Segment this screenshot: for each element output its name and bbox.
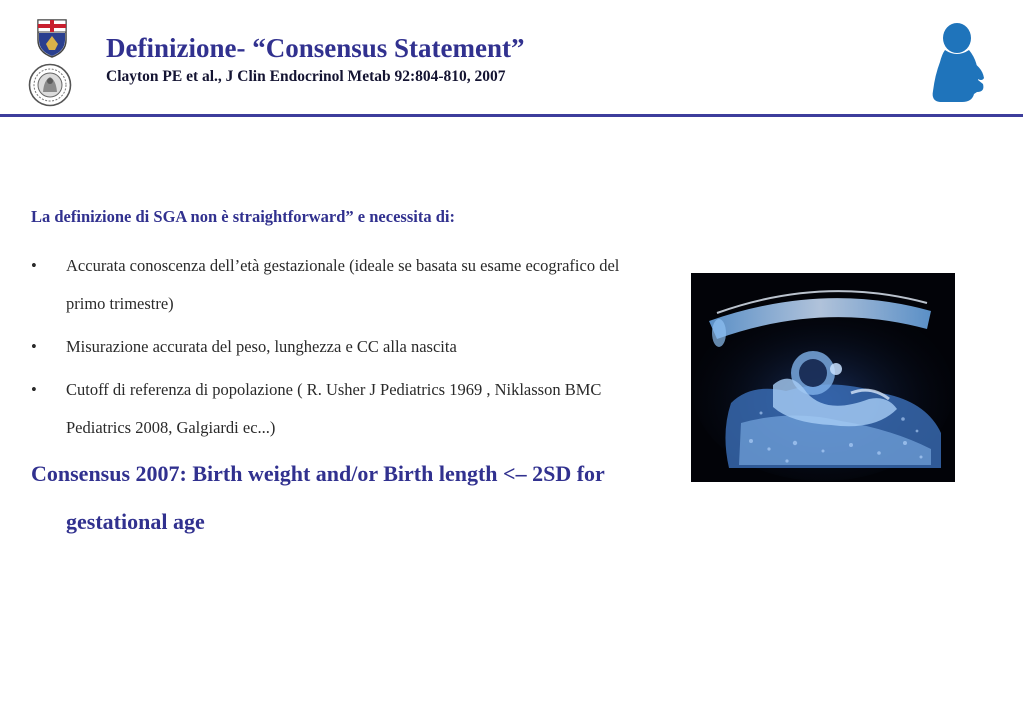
- requirements-list: [31, 247, 641, 452]
- bullet-mark: •: [31, 256, 37, 275]
- intro-text: La definizione di SGA non è straightforward” e necessita di:: [31, 207, 455, 226]
- fetal-ultrasound-image: [691, 273, 955, 482]
- list-item: [31, 247, 641, 323]
- bullet-mark: •: [31, 337, 37, 356]
- list-item: [31, 328, 641, 366]
- list-item-text: Accurata conoscenza dell’età gestazionale (ideale se basata su esame ecografico del primo trimestre): [66, 256, 620, 313]
- list-item: [31, 371, 641, 447]
- seated-child-icon: [928, 20, 986, 104]
- citation-subtitle: Clayton PE et al., J Clin Endocrinol Metab 92:804-810, 2007: [106, 68, 506, 85]
- university-seal-icon: [28, 63, 72, 107]
- list-item-text: Misurazione accurata del peso, lunghezza e CC alla nascita: [66, 337, 457, 356]
- header-divider: [0, 114, 1023, 117]
- university-crest-icon: [36, 18, 68, 58]
- list-item-text: Cutoff di referenza di popolazione ( R. Usher J Pediatrics 1969 , Niklasson BMC Pediatrics 2008, Galgiardi ec...): [66, 380, 602, 437]
- consensus-statement: Consensus 2007: Birth weight and/or Birth length <– 2SD for gestational age: [31, 461, 605, 534]
- slide-title: Definizione- “Consensus Statement”: [106, 33, 525, 63]
- bullet-mark: •: [31, 380, 37, 399]
